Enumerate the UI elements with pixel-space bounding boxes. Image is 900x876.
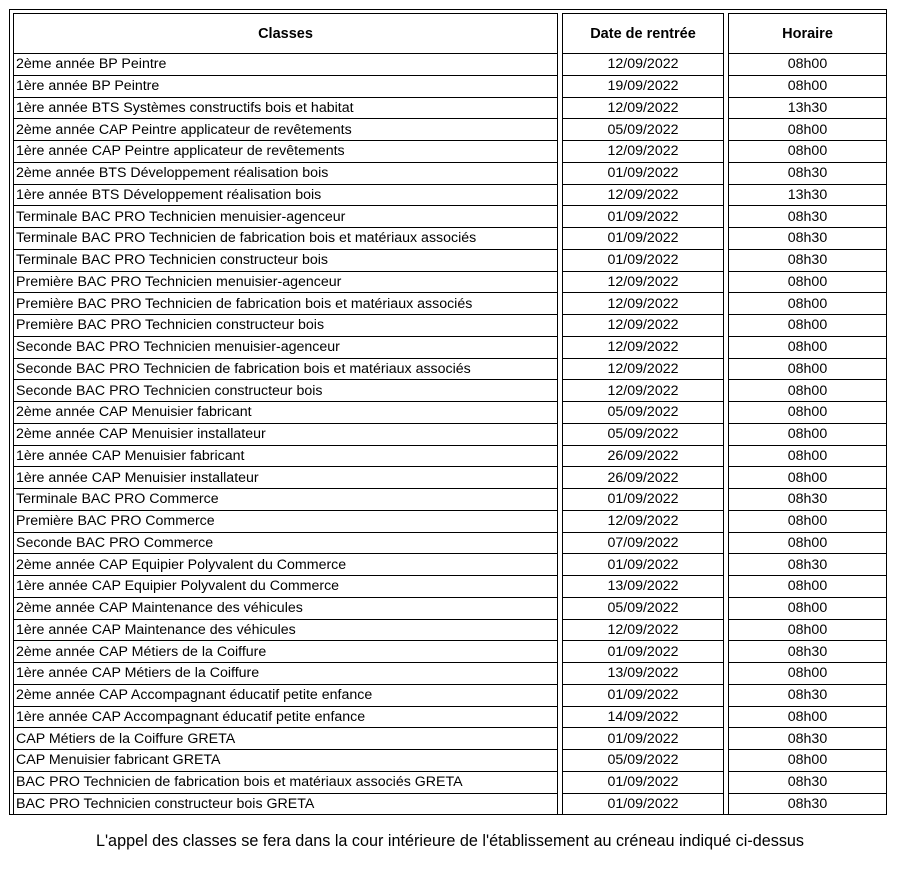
class-name-cell: 2ème année CAP Accompagnant éducatif petite enfance bbox=[13, 685, 558, 707]
class-name-cell: 1ère année CAP Accompagnant éducatif petite enfance bbox=[13, 707, 558, 729]
horaire-cell: 08h30 bbox=[728, 250, 887, 272]
class-name-cell: 2ème année CAP Menuisier fabricant bbox=[13, 402, 558, 424]
horaire-cell: 08h00 bbox=[728, 337, 887, 359]
date-cell: 12/09/2022 bbox=[562, 272, 724, 294]
date-cell: 01/09/2022 bbox=[562, 250, 724, 272]
footer-note: L'appel des classes se fera dans la cour intérieure de l'établissement au créneau indiqué ci-dessus bbox=[95, 832, 805, 850]
table-row bbox=[13, 380, 887, 402]
horaire-cell: 08h00 bbox=[728, 380, 887, 402]
horaire-cell: 08h30 bbox=[728, 554, 887, 576]
horaire-cell: 08h00 bbox=[728, 402, 887, 424]
table-row bbox=[13, 489, 887, 511]
class-name-cell: 2ème année CAP Equipier Polyvalent du Commerce bbox=[13, 554, 558, 576]
date-cell: 01/09/2022 bbox=[562, 794, 724, 816]
class-name-cell: 1ère année CAP Equipier Polyvalent du Commerce bbox=[13, 576, 558, 598]
date-cell: 12/09/2022 bbox=[562, 511, 724, 533]
table-row bbox=[13, 250, 887, 272]
horaire-cell: 08h00 bbox=[728, 293, 887, 315]
table-row bbox=[13, 598, 887, 620]
date-cell: 12/09/2022 bbox=[562, 98, 724, 120]
date-cell: 12/09/2022 bbox=[562, 315, 724, 337]
horaire-cell: 08h00 bbox=[728, 54, 887, 76]
table-row bbox=[13, 141, 887, 163]
date-cell: 01/09/2022 bbox=[562, 163, 724, 185]
table-header-row bbox=[13, 13, 887, 54]
header-classes: Classes bbox=[13, 13, 558, 54]
date-cell: 01/09/2022 bbox=[562, 772, 724, 794]
table-row bbox=[13, 467, 887, 489]
rentree-schedule-table bbox=[13, 13, 887, 815]
table-row bbox=[13, 185, 887, 207]
date-cell: 13/09/2022 bbox=[562, 663, 724, 685]
table-row bbox=[13, 76, 887, 98]
horaire-cell: 08h00 bbox=[728, 750, 887, 772]
class-name-cell: Première BAC PRO Technicien de fabrication bois et matériaux associés bbox=[13, 293, 558, 315]
table-row bbox=[13, 163, 887, 185]
table-row bbox=[13, 272, 887, 294]
class-name-cell: CAP Métiers de la Coiffure GRETA bbox=[13, 728, 558, 750]
class-name-cell: BAC PRO Technicien de fabrication bois et matériaux associés GRETA bbox=[13, 772, 558, 794]
horaire-cell: 08h00 bbox=[728, 76, 887, 98]
class-name-cell: Terminale BAC PRO Technicien constructeur bois bbox=[13, 250, 558, 272]
date-cell: 12/09/2022 bbox=[562, 185, 724, 207]
class-name-cell: Terminale BAC PRO Commerce bbox=[13, 489, 558, 511]
class-name-cell: Première BAC PRO Technicien menuisier-agenceur bbox=[13, 272, 558, 294]
class-name-cell: CAP Menuisier fabricant GRETA bbox=[13, 750, 558, 772]
table-row bbox=[13, 337, 887, 359]
date-cell: 12/09/2022 bbox=[562, 141, 724, 163]
date-cell: 01/09/2022 bbox=[562, 206, 724, 228]
class-name-cell: Terminale BAC PRO Technicien menuisier-agenceur bbox=[13, 206, 558, 228]
date-cell: 12/09/2022 bbox=[562, 620, 724, 642]
date-cell: 13/09/2022 bbox=[562, 576, 724, 598]
date-cell: 12/09/2022 bbox=[562, 293, 724, 315]
horaire-cell: 08h00 bbox=[728, 663, 887, 685]
date-cell: 05/09/2022 bbox=[562, 119, 724, 141]
class-name-cell: BAC PRO Technicien constructeur bois GRETA bbox=[13, 794, 558, 816]
table-row bbox=[13, 728, 887, 750]
class-name-cell: 1ère année CAP Métiers de la Coiffure bbox=[13, 663, 558, 685]
horaire-cell: 08h30 bbox=[728, 772, 887, 794]
horaire-cell: 08h00 bbox=[728, 272, 887, 294]
table-row bbox=[13, 663, 887, 685]
date-cell: 05/09/2022 bbox=[562, 598, 724, 620]
class-name-cell: 2ème année CAP Maintenance des véhicules bbox=[13, 598, 558, 620]
horaire-cell: 08h00 bbox=[728, 598, 887, 620]
table-row bbox=[13, 707, 887, 729]
class-name-cell: 1ère année CAP Menuisier installateur bbox=[13, 467, 558, 489]
class-name-cell: 1ère année CAP Peintre applicateur de revêtements bbox=[13, 141, 558, 163]
date-cell: 01/09/2022 bbox=[562, 554, 724, 576]
table-row bbox=[13, 359, 887, 381]
date-cell: 01/09/2022 bbox=[562, 728, 724, 750]
header-date: Date de rentrée bbox=[562, 13, 724, 54]
table-row bbox=[13, 794, 887, 816]
table-row bbox=[13, 576, 887, 598]
date-cell: 12/09/2022 bbox=[562, 359, 724, 381]
class-name-cell: Seconde BAC PRO Technicien de fabrication bois et matériaux associés bbox=[13, 359, 558, 381]
horaire-cell: 08h00 bbox=[728, 446, 887, 468]
date-cell: 01/09/2022 bbox=[562, 641, 724, 663]
table-row bbox=[13, 750, 887, 772]
class-name-cell: 2ème année BTS Développement réalisation bois bbox=[13, 163, 558, 185]
table-row bbox=[13, 228, 887, 250]
horaire-cell: 08h30 bbox=[728, 489, 887, 511]
date-cell: 26/09/2022 bbox=[562, 467, 724, 489]
table-row bbox=[13, 772, 887, 794]
date-cell: 12/09/2022 bbox=[562, 54, 724, 76]
class-name-cell: Première BAC PRO Commerce bbox=[13, 511, 558, 533]
table-row bbox=[13, 293, 887, 315]
date-cell: 05/09/2022 bbox=[562, 750, 724, 772]
horaire-cell: 08h30 bbox=[728, 728, 887, 750]
table-row bbox=[13, 554, 887, 576]
date-cell: 12/09/2022 bbox=[562, 380, 724, 402]
table-row bbox=[13, 54, 887, 76]
date-cell: 07/09/2022 bbox=[562, 533, 724, 555]
date-cell: 01/09/2022 bbox=[562, 685, 724, 707]
class-name-cell: Seconde BAC PRO Commerce bbox=[13, 533, 558, 555]
table-row bbox=[13, 98, 887, 120]
horaire-cell: 08h30 bbox=[728, 641, 887, 663]
table-body bbox=[13, 54, 887, 815]
table-row bbox=[13, 533, 887, 555]
horaire-cell: 13h30 bbox=[728, 98, 887, 120]
horaire-cell: 13h30 bbox=[728, 185, 887, 207]
table-row bbox=[13, 206, 887, 228]
horaire-cell: 08h30 bbox=[728, 685, 887, 707]
class-name-cell: 1ère année BTS Systèmes constructifs bois et habitat bbox=[13, 98, 558, 120]
horaire-cell: 08h00 bbox=[728, 707, 887, 729]
horaire-cell: 08h00 bbox=[728, 533, 887, 555]
table-row bbox=[13, 119, 887, 141]
table-row bbox=[13, 620, 887, 642]
date-cell: 01/09/2022 bbox=[562, 489, 724, 511]
class-name-cell: Seconde BAC PRO Technicien constructeur bois bbox=[13, 380, 558, 402]
class-name-cell: 1ère année BTS Développement réalisation bois bbox=[13, 185, 558, 207]
horaire-cell: 08h00 bbox=[728, 511, 887, 533]
class-name-cell: Seconde BAC PRO Technicien menuisier-agenceur bbox=[13, 337, 558, 359]
horaire-cell: 08h00 bbox=[728, 620, 887, 642]
horaire-cell: 08h30 bbox=[728, 228, 887, 250]
table-row bbox=[13, 446, 887, 468]
horaire-cell: 08h00 bbox=[728, 576, 887, 598]
horaire-cell: 08h00 bbox=[728, 315, 887, 337]
class-name-cell: 1ère année CAP Menuisier fabricant bbox=[13, 446, 558, 468]
table-row bbox=[13, 315, 887, 337]
class-name-cell: 2ème année CAP Métiers de la Coiffure bbox=[13, 641, 558, 663]
horaire-cell: 08h00 bbox=[728, 424, 887, 446]
table-row bbox=[13, 511, 887, 533]
table-row bbox=[13, 641, 887, 663]
table-row bbox=[13, 424, 887, 446]
date-cell: 26/09/2022 bbox=[562, 446, 724, 468]
class-name-cell: 2ème année BP Peintre bbox=[13, 54, 558, 76]
date-cell: 19/09/2022 bbox=[562, 76, 724, 98]
horaire-cell: 08h00 bbox=[728, 141, 887, 163]
date-cell: 01/09/2022 bbox=[562, 228, 724, 250]
date-cell: 12/09/2022 bbox=[562, 337, 724, 359]
horaire-cell: 08h30 bbox=[728, 794, 887, 816]
date-cell: 05/09/2022 bbox=[562, 424, 724, 446]
horaire-cell: 08h30 bbox=[728, 163, 887, 185]
horaire-cell: 08h00 bbox=[728, 119, 887, 141]
table-row bbox=[13, 402, 887, 424]
horaire-cell: 08h30 bbox=[728, 206, 887, 228]
horaire-cell: 08h00 bbox=[728, 359, 887, 381]
class-name-cell: Première BAC PRO Technicien constructeur bois bbox=[13, 315, 558, 337]
header-horaire: Horaire bbox=[728, 13, 887, 54]
class-name-cell: Terminale BAC PRO Technicien de fabrication bois et matériaux associés bbox=[13, 228, 558, 250]
class-name-cell: 1ère année CAP Maintenance des véhicules bbox=[13, 620, 558, 642]
horaire-cell: 08h00 bbox=[728, 467, 887, 489]
class-name-cell: 1ère année BP Peintre bbox=[13, 76, 558, 98]
class-name-cell: 2ème année CAP Menuisier installateur bbox=[13, 424, 558, 446]
date-cell: 14/09/2022 bbox=[562, 707, 724, 729]
table-row bbox=[13, 685, 887, 707]
class-name-cell: 2ème année CAP Peintre applicateur de revêtements bbox=[13, 119, 558, 141]
date-cell: 05/09/2022 bbox=[562, 402, 724, 424]
